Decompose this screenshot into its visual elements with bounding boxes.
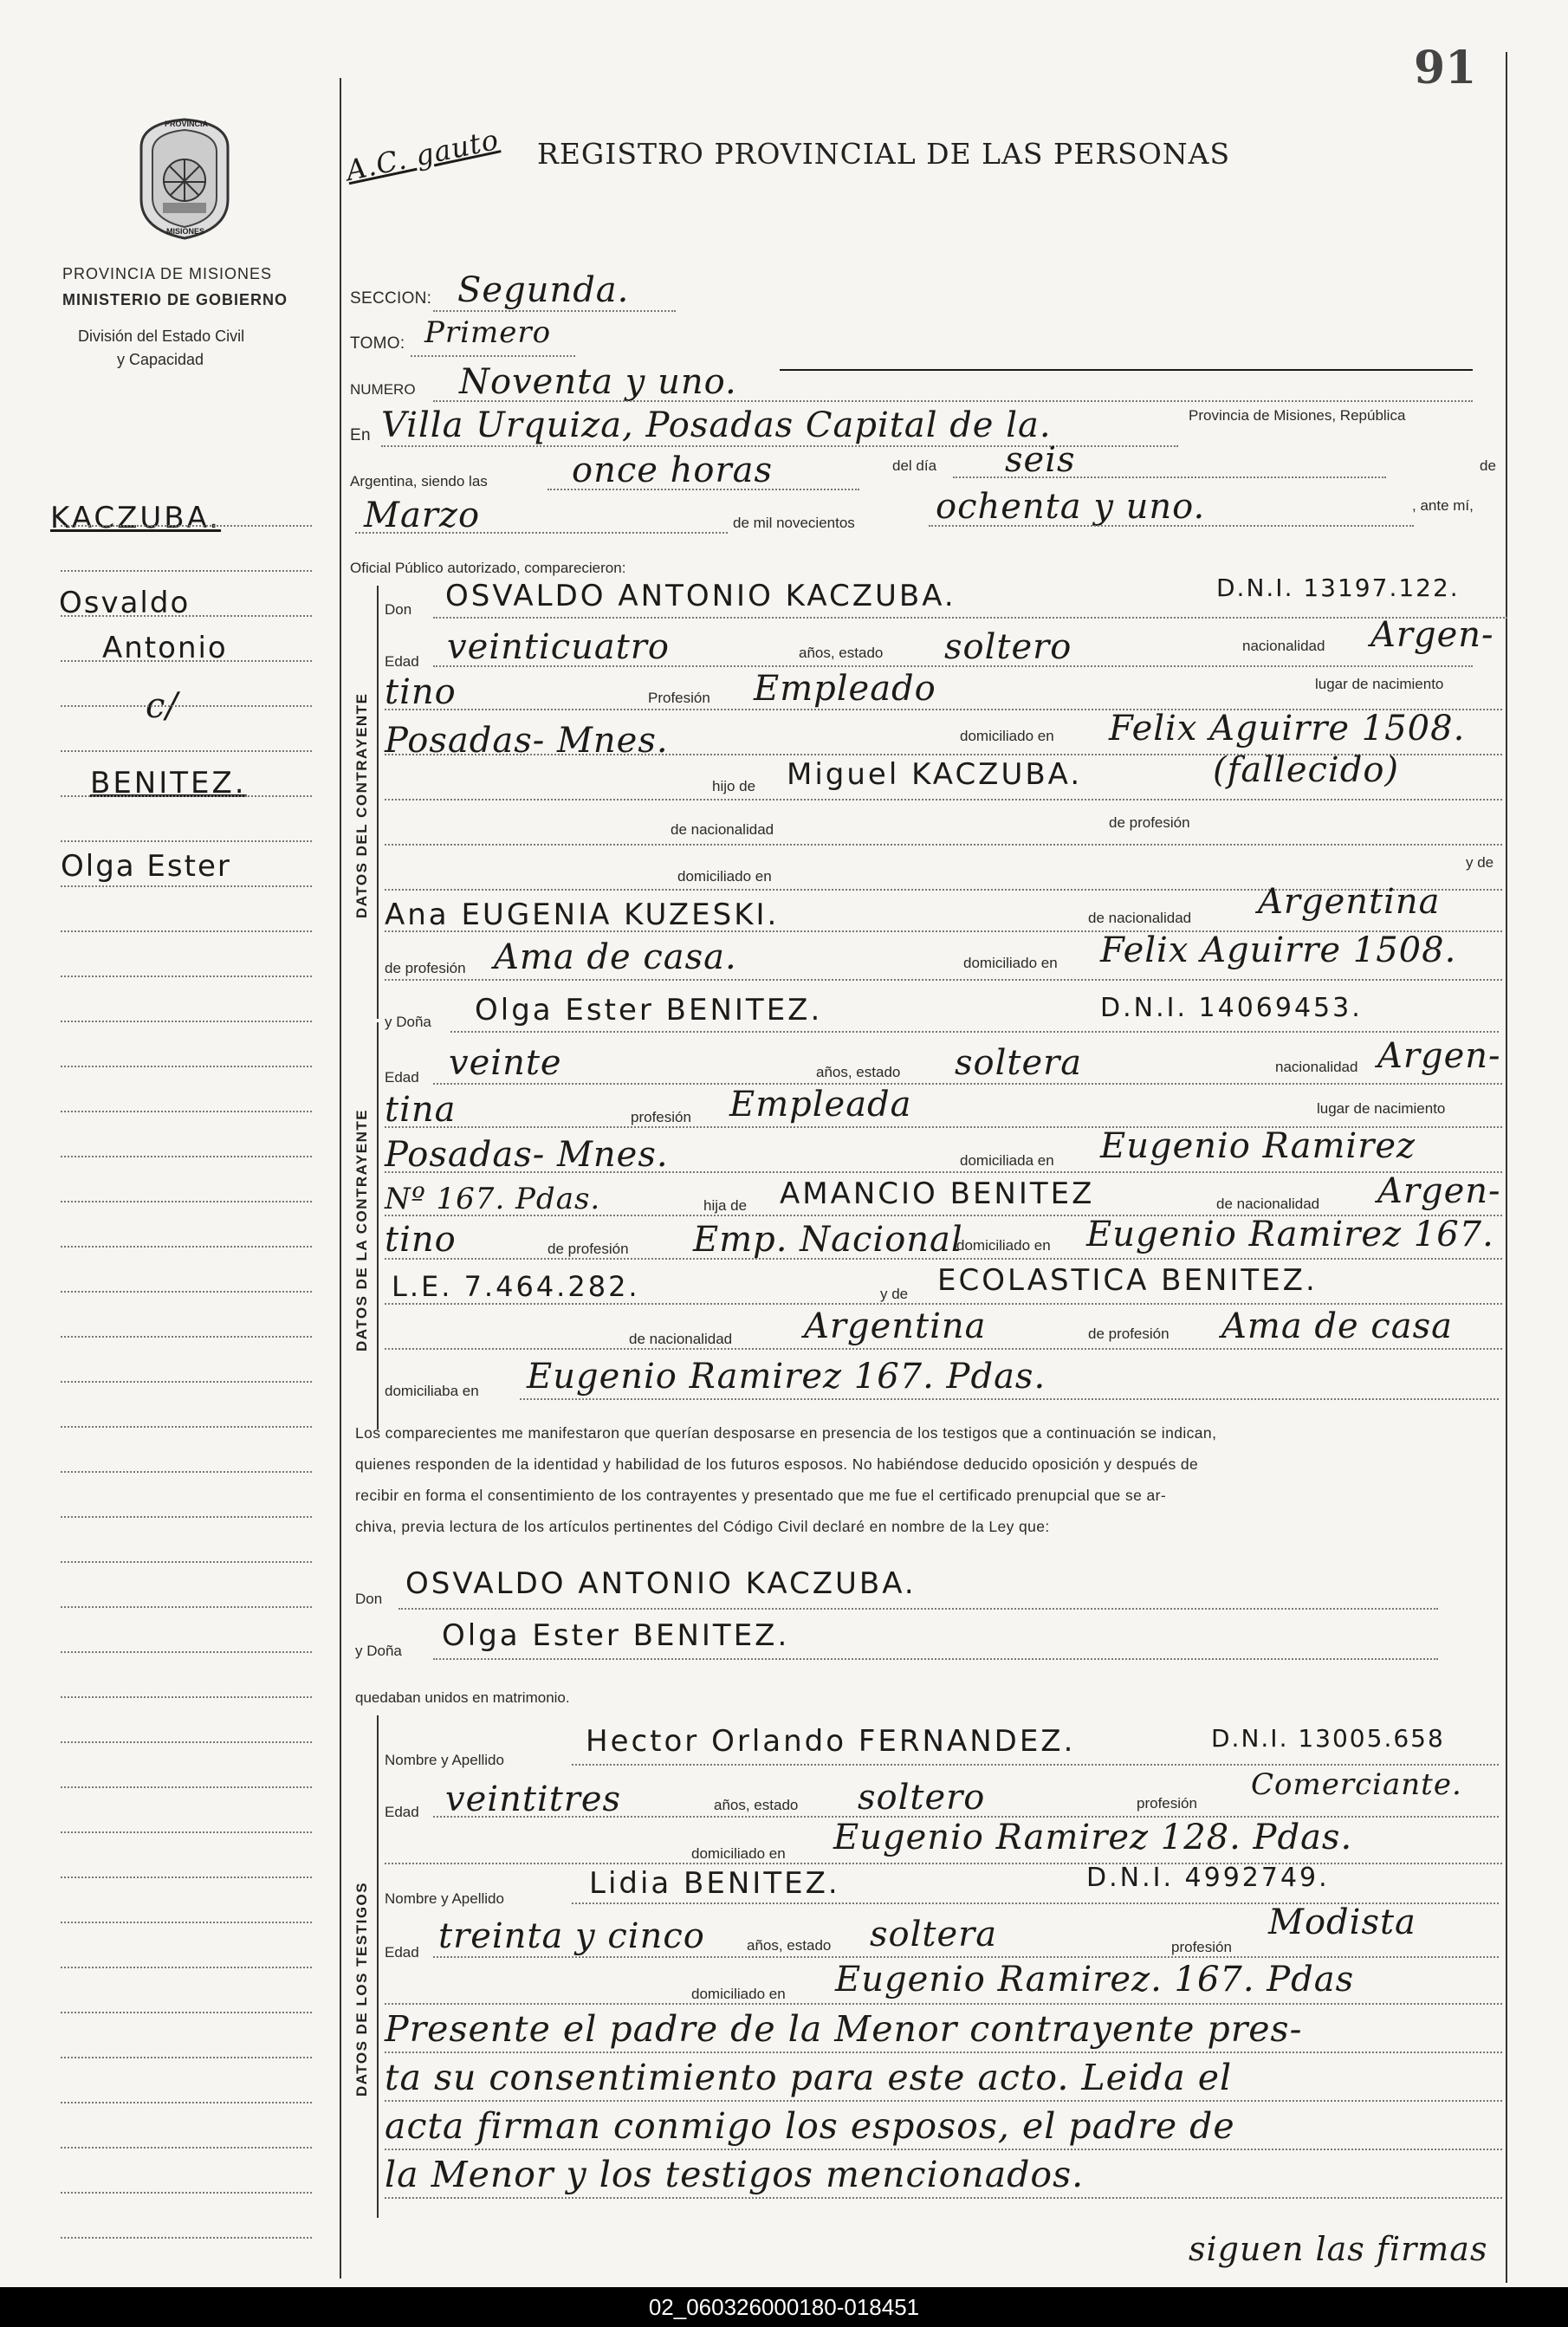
label-y-dona: y Doña — [385, 1014, 431, 1030]
label-profesion-t2: profesión — [1171, 1939, 1232, 1955]
note-dotline — [385, 2197, 1502, 2199]
margin-dotline — [61, 1111, 312, 1112]
margin-dotline — [61, 2147, 312, 2149]
value-novia-padre-prof: Emp. Nacional — [693, 1220, 963, 1260]
value-t1-prof: Comerciante. — [1251, 1767, 1462, 1802]
label-lugar: lugar de nacimiento — [1315, 676, 1444, 692]
value-novio-prof: Empleado — [754, 669, 936, 709]
label-de-nacionalidad: de nacionalidad — [671, 821, 774, 838]
margin-dotline — [61, 525, 312, 527]
margin-dotline — [61, 2192, 312, 2194]
value-final-don: OSVALDO ANTONIO KACZUBA. — [405, 1566, 917, 1601]
paragraph-line-2: quienes responden de la identidad y habilidad de los futuros esposos. No habiéndose deducido oposición y después de — [355, 1455, 1199, 1473]
label-de-nacionalidad-2: de nacionalidad — [1088, 910, 1192, 926]
value-novia-madre-nac: Argentina — [804, 1306, 987, 1346]
margin-dotline — [61, 930, 312, 932]
margin-dotline — [61, 1381, 312, 1383]
label-argentina: Argentina, siendo las — [350, 473, 488, 489]
label-de-profesion-2: de profesión — [385, 960, 466, 976]
label-de-profesion-3: de profesión — [548, 1241, 629, 1257]
margin-dotline — [61, 1291, 312, 1293]
margin-dotline — [61, 705, 312, 707]
seal-top-text: PROVINCIA — [165, 120, 209, 128]
margin-dotline — [61, 1877, 312, 1878]
value-t1-dom: Eugenio Ramirez 128. Pdas. — [833, 1818, 1353, 1857]
value-novia-madre-prof: Ama de casa — [1221, 1306, 1453, 1346]
note-dotline — [385, 2052, 1502, 2053]
label-edad: Edad — [385, 653, 419, 670]
edad-line — [433, 665, 1473, 667]
value-final-dona: Olga Ester BENITEZ. — [442, 1618, 790, 1653]
margin-dotline — [61, 750, 312, 752]
label-de-profesion: de profesión — [1109, 814, 1190, 831]
paragraph-line-3: recibir en forma el consentimiento de los contrayentes y presentado que me fue el certificado prenupcial que se ar- — [355, 1487, 1167, 1504]
margin-given-2: Olga Ester — [61, 849, 231, 884]
paragraph-line-4: chiva, previa lectura de los artículos pertinentes del Código Civil declaré en nombre de la Ley que: — [355, 1518, 1050, 1535]
value-novia-lugar: Posadas- Mnes. — [385, 1135, 669, 1175]
margin-dotline — [61, 1651, 312, 1653]
final-don-line — [398, 1608, 1438, 1610]
label-anos-estado: años, estado — [799, 645, 884, 661]
margin-dotline — [61, 1426, 312, 1428]
value-novia-dni: D.N.I. 14069453. — [1100, 993, 1363, 1023]
label-anos-estado-t2: años, estado — [747, 1937, 832, 1954]
header-capacidad: y Capacidad — [117, 351, 204, 368]
value-novia-estado: soltera — [955, 1043, 1083, 1083]
value-t1-dni: D.N.I. 13005.658 — [1211, 1724, 1445, 1753]
madre-prof-line — [385, 979, 1502, 981]
side-label-testigos: DATOS DE LOS TESTIGOS — [353, 1881, 370, 2097]
side-label-contrayente: DATOS DEL CONTRAYENTE — [353, 692, 370, 918]
value-novio-padre: Miguel KACZUBA. — [787, 757, 1083, 792]
value-novia-padre-nac-a: Argen- — [1377, 1171, 1501, 1211]
label-edad-t2: Edad — [385, 1944, 419, 1961]
t1-nombre-line — [572, 1764, 1499, 1766]
value-novio-edad: veinticuatro — [447, 627, 670, 667]
label-domiciliado-en-2: domiciliado en — [677, 868, 772, 885]
margin-dotline — [61, 1516, 312, 1518]
label-en: En — [350, 426, 371, 444]
value-t2-nombre: Lidia BENITEZ. — [589, 1866, 840, 1901]
margin-dotline — [61, 1606, 312, 1608]
value-lugar: Villa Urquiza, Posadas Capital de la. — [381, 405, 1052, 445]
value-novia-madre-dom: Eugenio Ramirez 167. Pdas. — [527, 1357, 1046, 1397]
label-numero: NUMERO — [350, 381, 416, 398]
value-novia-dom-b: Nº 167. Pdas. — [385, 1182, 601, 1216]
margin-dotline — [61, 1021, 312, 1022]
tomo-line — [411, 355, 575, 357]
seccion-line — [433, 310, 676, 312]
margin-dotline — [61, 1471, 312, 1473]
margin-dotline — [61, 570, 312, 572]
margin-dotline — [61, 840, 312, 842]
margin-dotline — [61, 2012, 312, 2013]
margin-conjunction: c/ — [146, 686, 178, 726]
label-de-profesion-4: de profesión — [1088, 1326, 1170, 1342]
value-t1-edad: veintitres — [445, 1779, 622, 1819]
label-de-nacionalidad-4: de nacionalidad — [629, 1331, 733, 1347]
label-anos-estado-t1: años, estado — [714, 1797, 799, 1813]
label-domiciliado-en-4: domiciliado en — [956, 1237, 1051, 1254]
margin-surname-1: KACZUBA. — [50, 501, 222, 535]
label-nombre-apellido-2: Nombre y Apellido — [385, 1890, 504, 1907]
value-novio-dni: D.N.I. 13197.122. — [1216, 574, 1460, 602]
contrayenta-rule — [377, 1022, 379, 1429]
value-novio-padre-nota: (fallecido) — [1213, 750, 1400, 790]
value-novio-madre: Ana EUGENIA KUZESKI. — [385, 898, 780, 932]
label-y-dona-final: y Doña — [355, 1643, 402, 1659]
contrayente-rule — [377, 586, 379, 1019]
hijo-line — [385, 799, 1502, 801]
value-tomo: Primero — [424, 315, 552, 350]
margin-dotline — [61, 1831, 312, 1833]
label-anos-estado-2: años, estado — [816, 1064, 901, 1080]
value-dia: seis — [1005, 440, 1076, 480]
dona-line — [450, 1031, 1499, 1033]
seal-emblem-icon — [128, 113, 241, 243]
value-novia-padre-dom: Eugenio Ramirez 167. — [1086, 1215, 1494, 1254]
value-novio-nac-a: Argen- — [1370, 615, 1494, 655]
label-don: Don — [385, 601, 412, 618]
value-novia-nac-b: tina — [385, 1090, 457, 1130]
label-profesion: Profesión — [648, 690, 710, 706]
note-line-4: la Menor y los testigos mencionados. — [385, 2154, 1085, 2195]
value-novia-dom-a: Eugenio Ramirez — [1100, 1126, 1416, 1166]
value-t2-estado: soltera — [870, 1915, 998, 1954]
value-anio: ochenta y uno. — [936, 487, 1206, 527]
label-del-dia: del día — [892, 457, 937, 474]
don-line — [433, 617, 1507, 619]
margin-dotline — [61, 1786, 312, 1788]
margin-dotline — [61, 1336, 312, 1338]
signature-stamp: A.C. gauto — [343, 122, 502, 188]
mes-line — [355, 532, 728, 534]
document-id-footer: 02_060326000180-018451 — [0, 2287, 1568, 2327]
t1-dom-line — [385, 1863, 1502, 1864]
domiciliaba-line — [520, 1398, 1499, 1400]
paragraph-line-1: Los comparecientes me manifestaron que querían desposarse en presencia de los testigos que a continuación se indican, — [355, 1424, 1217, 1442]
margin-dotline — [61, 1246, 312, 1248]
numero-line — [433, 400, 1473, 402]
label-provincia: Provincia de Misiones, República — [1189, 407, 1406, 424]
margin-dotline — [61, 1561, 312, 1563]
value-novia-madre: ECOLASTICA BENITEZ. — [937, 1263, 1318, 1298]
label-profesion-t1: profesión — [1137, 1795, 1197, 1812]
value-t1-estado: soltero — [858, 1778, 986, 1818]
margin-given-1a: Osvaldo — [59, 586, 191, 620]
right-border-rule — [1506, 52, 1507, 2283]
value-novia-padre-doc: L.E. 7.464.282. — [392, 1270, 640, 1303]
label-nombre-apellido-1: Nombre y Apellido — [385, 1752, 504, 1768]
margin-dotline — [61, 885, 312, 887]
label-y-de: y de — [1466, 854, 1494, 871]
page-number: 91 — [1414, 42, 1477, 94]
value-novio-madre-dom: Felix Aguirre 1508. — [1100, 930, 1457, 970]
value-novio-madre-nac: Argentina — [1258, 882, 1441, 922]
label-de-mil: de mil novecientos — [733, 515, 855, 531]
label-y-de-2: y de — [880, 1286, 909, 1302]
side-label-contrayenta: DATOS DE LA CONTRAYENTE — [353, 1108, 370, 1351]
value-t2-dni: D.N.I. 4992749. — [1086, 1863, 1330, 1893]
label-domiciliado-t2: domiciliado en — [691, 1986, 786, 2002]
margin-surname-2: BENITEZ. — [90, 766, 247, 801]
margin-dotline — [61, 1156, 312, 1157]
margin-dotline — [61, 660, 312, 662]
value-novio-lugar: Posadas- Mnes. — [385, 721, 669, 761]
value-numero: Noventa y uno. — [459, 362, 737, 402]
value-t2-dom: Eugenio Ramirez. 167. Pdas — [835, 1960, 1355, 2000]
madre-line-2 — [385, 1303, 1502, 1305]
value-novio-nac-b: tino — [385, 672, 457, 712]
dom-line-2 — [385, 1171, 1502, 1173]
left-column-rule — [340, 78, 341, 2278]
t2-dom-line — [385, 2003, 1502, 2005]
value-mes: Marzo — [364, 496, 481, 535]
registry-title: REGISTRO PROVINCIAL DE LAS PERSONAS — [537, 137, 1231, 171]
value-t1-nombre: Hector Orlando FERNANDEZ. — [586, 1724, 1076, 1759]
header-division: División del Estado Civil — [78, 327, 245, 345]
edad-line-2 — [433, 1083, 1502, 1085]
value-hora: once horas — [572, 450, 773, 490]
header-province: PROVINCIA DE MISIONES — [62, 265, 273, 282]
label-domiciliado-en: domiciliado en — [960, 728, 1054, 744]
value-novio-estado: soltero — [944, 627, 1072, 667]
label-edad-2: Edad — [385, 1069, 419, 1086]
value-novio-madre-prof: Ama de casa. — [494, 937, 737, 977]
signatures-follow: siguen las firmas — [1189, 2230, 1488, 2268]
margin-dotline — [61, 2102, 312, 2103]
value-novia-nombre: Olga Ester BENITEZ. — [475, 993, 823, 1027]
label-don-final: Don — [355, 1591, 383, 1607]
margin-dotline — [61, 1922, 312, 1923]
anio-line — [929, 525, 1414, 527]
label-quedaban: quedaban unidos en matrimonio. — [355, 1689, 570, 1706]
label-domiciliado-en-3: domiciliado en — [963, 955, 1058, 971]
margin-dotline — [61, 976, 312, 977]
value-t2-edad: treinta y cinco — [438, 1916, 705, 1956]
value-novia-padre: AMANCIO BENITEZ — [780, 1176, 1095, 1211]
note-dotline — [385, 2100, 1502, 2102]
margin-dotline — [61, 1696, 312, 1698]
testigos-rule — [377, 1715, 379, 2218]
hora-line — [548, 489, 859, 490]
value-novio-nombre: OSVALDO ANTONIO KACZUBA. — [445, 579, 956, 613]
t2-edad-line — [433, 1956, 1499, 1958]
value-t2-prof: Modista — [1268, 1902, 1416, 1942]
label-hija-de: hija de — [703, 1197, 748, 1214]
margin-given-1b: Antonio — [102, 631, 228, 665]
value-novia-padre-nac-b: tino — [385, 1220, 457, 1260]
padre-prof-line — [385, 1258, 1502, 1260]
label-de-nacionalidad-3: de nacionalidad — [1216, 1196, 1320, 1212]
margin-dotline — [61, 2057, 312, 2058]
margin-dotline — [61, 615, 312, 617]
value-novia-edad: veinte — [449, 1043, 562, 1083]
label-hijo-de: hijo de — [712, 778, 756, 794]
value-novia-prof: Empleada — [729, 1085, 912, 1125]
label-nacionalidad: nacionalidad — [1242, 638, 1325, 654]
note-dotline — [385, 2149, 1502, 2150]
final-dona-line — [433, 1658, 1438, 1660]
label-profesion-2: profesión — [631, 1109, 691, 1125]
label-de: de — [1480, 457, 1496, 474]
label-nacionalidad-2: nacionalidad — [1275, 1059, 1358, 1075]
note-line-1: Presente el padre de la Menor contrayente pres- — [385, 2008, 1303, 2050]
margin-dotline — [61, 2237, 312, 2239]
note-line-2: ta su consentimiento para este acto. Leida el — [385, 2057, 1233, 2098]
label-domiciliada-en: domiciliada en — [960, 1152, 1054, 1169]
value-seccion: Segunda. — [457, 270, 630, 310]
label-oficial: Oficial Público autorizado, comparecieron: — [350, 560, 626, 576]
value-novia-nac-a: Argen- — [1377, 1036, 1501, 1076]
margin-dotline — [61, 1741, 312, 1743]
label-ante-mi: , ante mí, — [1412, 497, 1474, 514]
margin-dotline — [61, 1967, 312, 1968]
seal-bottom-text: MISIONES — [166, 227, 205, 236]
header-ministry: MINISTERIO DE GOBIERNO — [62, 291, 288, 308]
margin-dotline — [61, 1066, 312, 1067]
margin-dotline — [61, 1201, 312, 1202]
margin-dotline — [61, 795, 312, 797]
nacionalidad-line — [385, 844, 1502, 846]
provincial-seal — [128, 113, 241, 243]
madre-nac-line — [385, 1348, 1502, 1350]
note-line-3: acta firman conmigo los esposos, el padre de — [385, 2105, 1235, 2147]
label-tomo: TOMO: — [350, 334, 405, 353]
label-lugar-2: lugar de nacimiento — [1317, 1100, 1446, 1117]
label-domiciliaba-en: domiciliaba en — [385, 1383, 479, 1399]
value-novio-dom: Felix Aguirre 1508. — [1109, 709, 1466, 749]
label-domiciliado-t1: domiciliado en — [691, 1845, 786, 1862]
numero-underline — [780, 369, 1473, 371]
label-seccion: SECCION: — [350, 289, 432, 308]
dia-line — [953, 476, 1386, 478]
label-edad-t1: Edad — [385, 1804, 419, 1820]
